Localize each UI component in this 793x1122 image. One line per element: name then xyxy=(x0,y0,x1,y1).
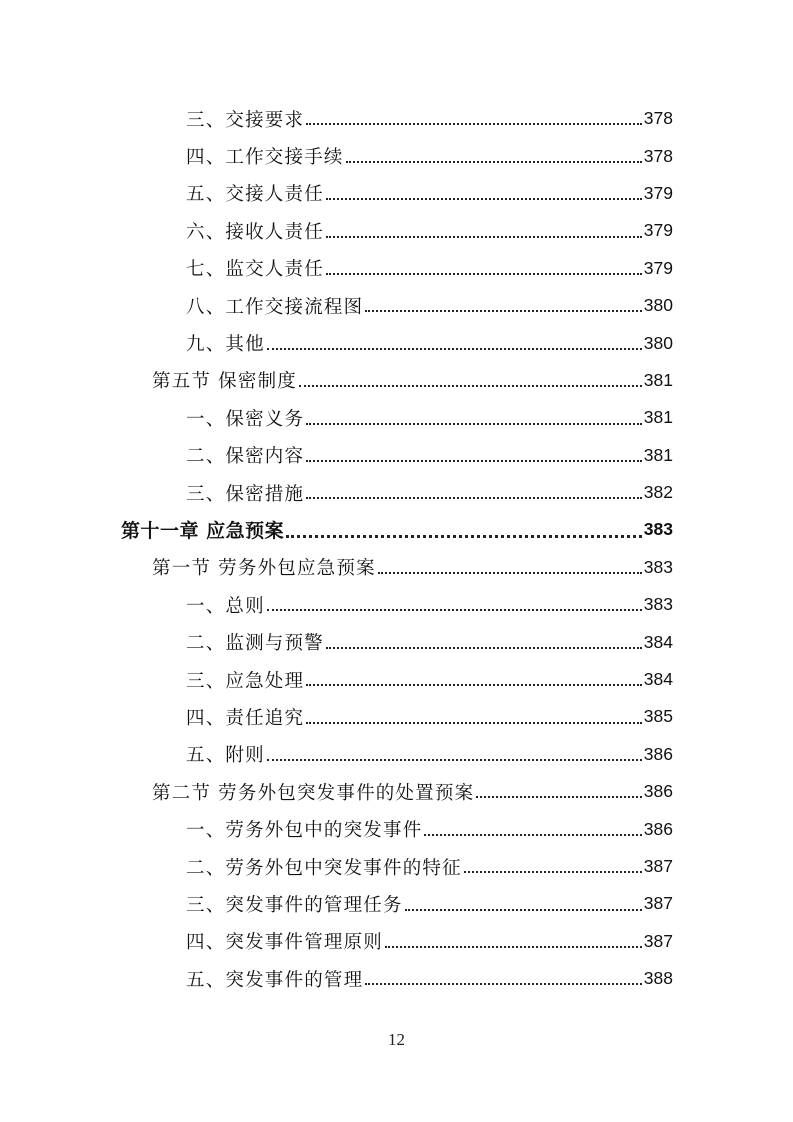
toc-dot-leader xyxy=(286,535,642,538)
toc-entry-page: 380 xyxy=(643,295,673,316)
toc-dot-leader xyxy=(326,273,642,275)
toc-entry-page: 383 xyxy=(643,594,673,615)
toc-dot-leader xyxy=(326,647,642,649)
toc-entry[interactable] xyxy=(0,736,793,773)
toc-entry-page: 381 xyxy=(643,444,673,465)
toc-entry-title: 三、交接要求 xyxy=(186,109,305,131)
toc-entry-page: 384 xyxy=(643,631,673,652)
toc-entry-title: 一、劳务外包中的突发事件 xyxy=(186,820,423,842)
toc-entry-title: 一、总则 xyxy=(186,595,265,617)
toc-dot-leader xyxy=(378,572,642,574)
toc-entry[interactable] xyxy=(0,287,793,324)
toc-entry[interactable] xyxy=(0,437,793,474)
toc-entry-title: 三、保密措施 xyxy=(186,483,305,505)
toc-section-entry[interactable] xyxy=(0,549,793,586)
toc-dot-leader xyxy=(405,909,642,911)
toc-entry-title: 二、保密内容 xyxy=(186,446,305,468)
toc-dot-leader xyxy=(424,834,641,836)
toc-entry[interactable] xyxy=(0,623,793,660)
toc-dot-leader xyxy=(267,348,642,350)
toc-dot-leader xyxy=(306,722,642,724)
toc-entry-title: 三、突发事件的管理任务 xyxy=(186,894,403,916)
toc-dot-leader xyxy=(299,385,642,387)
toc-entry-title: 六、接收人责任 xyxy=(186,221,324,243)
toc-entry[interactable] xyxy=(0,175,793,212)
toc-dot-leader xyxy=(306,460,642,462)
toc-dot-leader xyxy=(306,497,642,499)
toc-entry-title: 第五节 保密制度 xyxy=(152,371,297,393)
toc-entry-page: 382 xyxy=(643,482,673,503)
toc-entry[interactable] xyxy=(0,885,793,922)
toc-entry-page: 384 xyxy=(643,669,673,690)
toc-dot-leader xyxy=(306,423,642,425)
page-number: 12 xyxy=(388,1030,405,1049)
toc-entry-title: 八、工作交接流程图 xyxy=(186,296,364,318)
toc-dot-leader xyxy=(267,759,642,761)
toc-dot-leader xyxy=(385,946,642,948)
toc-entry-page: 387 xyxy=(643,930,673,951)
toc-entry-page: 383 xyxy=(643,556,673,577)
toc-entry[interactable] xyxy=(0,100,793,137)
toc-entry[interactable] xyxy=(0,810,793,847)
toc-entry-page: 378 xyxy=(643,145,673,166)
toc-entry-page: 380 xyxy=(643,332,673,353)
toc-entry-title: 一、保密义务 xyxy=(186,408,305,430)
toc-section-entry[interactable] xyxy=(0,362,793,399)
toc-dot-leader xyxy=(365,310,641,312)
toc-entry-title: 二、劳务外包中突发事件的特征 xyxy=(186,857,462,879)
toc-dot-leader xyxy=(306,123,642,125)
toc-entry-page: 381 xyxy=(643,369,673,390)
toc-entry-title: 九、其他 xyxy=(186,334,265,356)
toc-entry[interactable] xyxy=(0,324,793,361)
toc-entry[interactable] xyxy=(0,923,793,960)
toc-section-entry[interactable] xyxy=(0,773,793,810)
toc-entry-page: 379 xyxy=(643,182,673,203)
toc-entry[interactable] xyxy=(0,960,793,997)
toc-dot-leader xyxy=(365,983,641,985)
toc-entry-title: 四、突发事件管理原则 xyxy=(186,932,384,954)
toc-entry-page: 385 xyxy=(643,706,673,727)
toc-entry[interactable] xyxy=(0,399,793,436)
toc-entry-title: 三、应急处理 xyxy=(186,670,305,692)
toc-dot-leader xyxy=(306,684,642,686)
toc-entry-title: 第十一章 应急预案 xyxy=(121,520,285,543)
toc-entry-title: 第一节 劳务外包应急预案 xyxy=(152,558,376,580)
toc-entry[interactable] xyxy=(0,474,793,511)
toc-entry[interactable] xyxy=(0,848,793,885)
toc-entry[interactable] xyxy=(0,661,793,698)
toc-entry-page: 386 xyxy=(643,781,673,802)
toc-entry-title: 第二节 劳务外包突发事件的处置预案 xyxy=(152,782,475,804)
toc-entry-title: 四、责任追究 xyxy=(186,707,305,729)
toc-entry-page: 387 xyxy=(643,893,673,914)
toc-entry[interactable] xyxy=(0,586,793,623)
toc-entry[interactable] xyxy=(0,698,793,735)
toc-entry[interactable] xyxy=(0,212,793,249)
toc-entry[interactable] xyxy=(0,250,793,287)
toc-entry-page: 379 xyxy=(643,220,673,241)
toc-dot-leader xyxy=(346,161,642,163)
toc-entry-page: 386 xyxy=(643,743,673,764)
toc-entry-title: 五、附则 xyxy=(186,745,265,767)
toc-chapter-entry[interactable] xyxy=(0,511,793,548)
toc-entry-title: 五、突发事件的管理 xyxy=(186,969,364,991)
toc-dot-leader xyxy=(464,871,642,873)
toc-entry[interactable] xyxy=(0,137,793,174)
toc-dot-leader xyxy=(326,236,642,238)
toc-entry-title: 四、工作交接手续 xyxy=(186,147,344,169)
table-of-contents xyxy=(0,100,793,997)
toc-entry-page: 379 xyxy=(643,257,673,278)
toc-entry-page: 378 xyxy=(643,108,673,129)
toc-dot-leader xyxy=(476,796,642,798)
toc-dot-leader xyxy=(326,198,642,200)
toc-entry-title: 二、监测与预警 xyxy=(186,633,324,655)
toc-dot-leader xyxy=(267,609,642,611)
toc-entry-title: 七、监交人责任 xyxy=(186,259,324,281)
toc-entry-page: 388 xyxy=(643,968,673,989)
toc-entry-page: 381 xyxy=(643,407,673,428)
toc-entry-page: 383 xyxy=(643,519,673,540)
toc-entry-page: 387 xyxy=(643,856,673,876)
toc-entry-title: 五、交接人责任 xyxy=(186,184,324,206)
toc-entry-page: 386 xyxy=(643,818,673,839)
